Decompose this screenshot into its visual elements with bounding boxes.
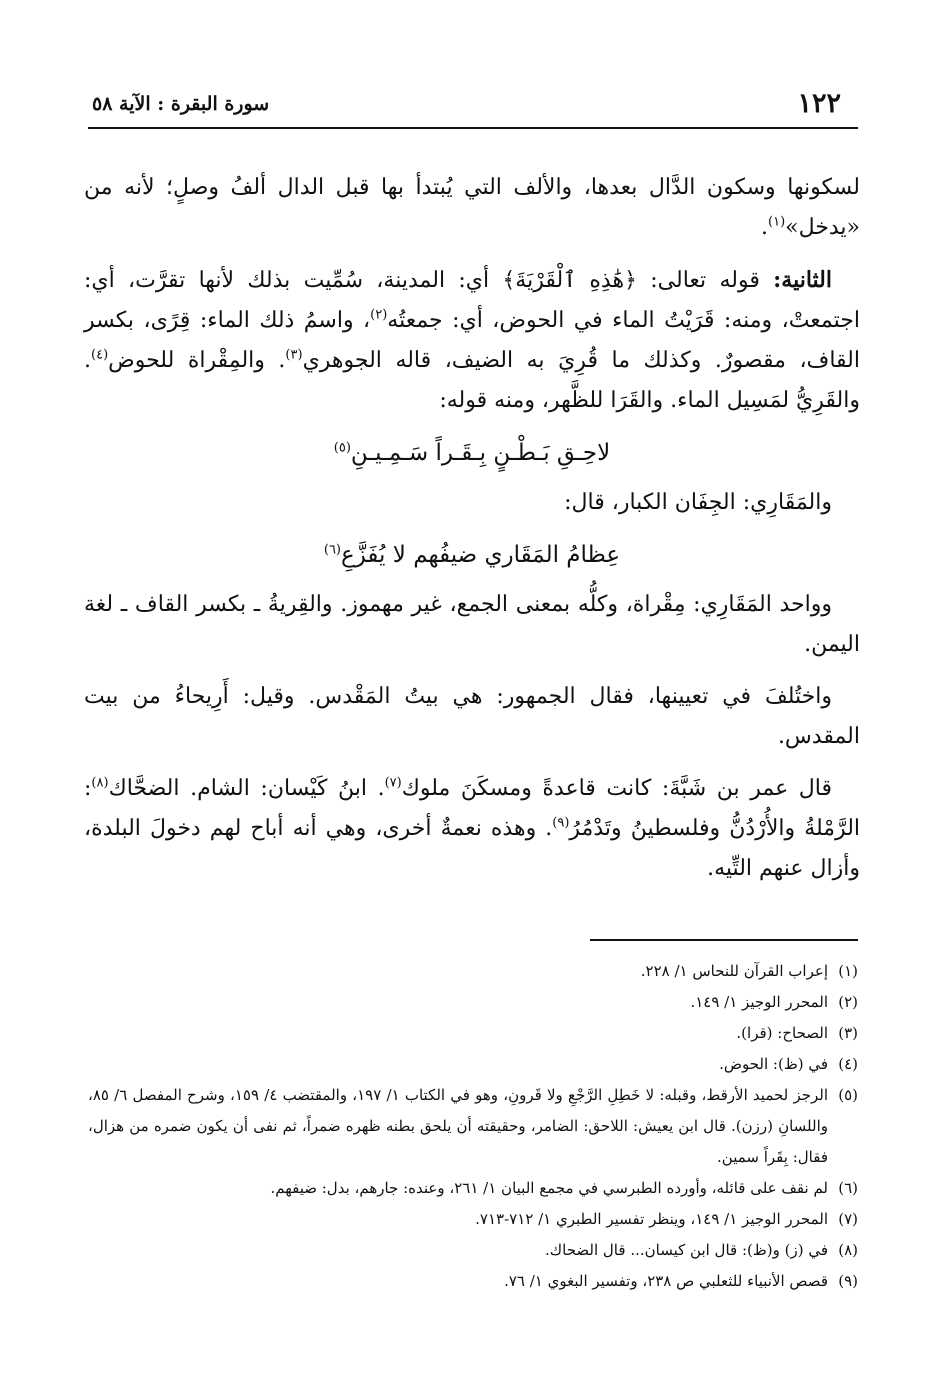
footnote-number: (٢) bbox=[838, 993, 858, 1011]
paragraph-2-text-c: . والمِقْراة للحوض bbox=[108, 348, 286, 373]
paragraph-2-lead: الثانية: bbox=[773, 267, 832, 293]
footnote-5 bbox=[88, 1080, 858, 1173]
paragraph-6 bbox=[84, 769, 860, 889]
paragraph-3: والمَقَارِي: الجِفَان الكبار، قال: bbox=[564, 490, 832, 515]
footnote-4 bbox=[88, 1049, 858, 1080]
page-number: ١٢٢ bbox=[797, 88, 841, 119]
paragraph-2-text-b: ، واسمُ ذلك الماء: قِرًى، بكسر القاف، مقصورٌ. وكذلك ما قُرِيَ به الضيف، قاله الجوهري bbox=[84, 308, 860, 373]
footnote-separator bbox=[590, 939, 858, 941]
footnote-number: (٧) bbox=[838, 1210, 858, 1228]
footnote-text: إعراب القرآن للنحاس ١/ ٢٢٨. bbox=[640, 962, 828, 980]
footnote-ref-7: (٧) bbox=[384, 775, 402, 791]
footnote-ref-2: (٢) bbox=[370, 307, 388, 323]
footnote-number: (٣) bbox=[838, 1024, 858, 1042]
footnote-text: في (ز) و(ظ): قال ابن كيسان... قال الضحاك. bbox=[545, 1241, 828, 1259]
footnote-text: المحرر الوجيز ١/ ١٤٩، وينظر تفسير الطبري ١/ ٧١٢-٧١٣. bbox=[475, 1210, 828, 1228]
footnote-text: في (ظ): الحوض. bbox=[719, 1055, 828, 1073]
footnote-ref-4: (٤) bbox=[91, 347, 109, 363]
paragraph-2-text-d: . والقَرِيُّ لمَسِيل الماء. والقَرَا للظَّهر، ومنه قوله: bbox=[84, 348, 860, 413]
footnotes bbox=[88, 956, 858, 1297]
footnote-text: الصحاح: (قرا). bbox=[736, 1024, 828, 1042]
header-rule bbox=[88, 127, 858, 129]
paragraph-6-text-c: : الرَّمْلةُ والأُرْدُنُّ وفلسطينُ وتَدْمُرُ bbox=[84, 776, 861, 841]
verse-2-text: عِظامُ المَقَاري ضيفُهم لا يُفَزَّعِ bbox=[341, 542, 621, 568]
footnote-number: (٤) bbox=[838, 1055, 858, 1073]
paragraph-6-text-a: قال عمر بن شَبَّةَ: كانت قاعدةً ومسكَنَ ملوك bbox=[401, 776, 832, 801]
paragraph-6-text-b: . ابنُ كَيْسان: الشام. الضحَّاك bbox=[108, 776, 385, 801]
footnote-2 bbox=[88, 987, 858, 1018]
paragraph-1-end: . bbox=[761, 215, 768, 240]
paragraph-1 bbox=[84, 168, 860, 248]
paragraph-2 bbox=[84, 260, 860, 421]
footnote-ref-6: (٦) bbox=[323, 542, 341, 558]
verse-1-text: لاحِـقِ بَـطْـنٍ بِـقَـراً سَـمِـيـنِ bbox=[350, 440, 611, 466]
footnote-9 bbox=[88, 1266, 858, 1297]
footnote-text: قصص الأنبياء للثعلبي ص ٢٣٨، وتفسير البغوي ١/ ٧٦. bbox=[504, 1272, 828, 1290]
footnote-text: الرجز لحميد الأرقط، وقبله: لا خَطِلِ الرَّجْعِ ولا قَرونِ، وهو في الكتاب ١/ ١٩٧، والمقتضب ٤/ ١٥٩، وشرح المفصل ٦/ ٨٥، واللسانِ (رزن). قال ابن يعيش: اللاحق: الضامر، وحقيقته أن يلحق بطنه ظهره ضمراً، ثم نفى أن يكون ضمره من هزال، فقال: بِقَراً سمين. bbox=[88, 1086, 829, 1166]
footnote-ref-5: (٥) bbox=[333, 440, 351, 456]
paragraph-4: وواحد المَقَارِي: مِقْراة، وكلُّه بمعنى الجمع، غير مهموز. والقِريةُ ـ بكسر القاف ـ لغة اليمن. bbox=[84, 592, 860, 657]
footnote-8 bbox=[88, 1235, 858, 1266]
verse-1 bbox=[84, 433, 860, 473]
footnote-number: (٥) bbox=[838, 1086, 858, 1104]
footnote-ref-9: (٩) bbox=[552, 815, 570, 831]
footnote-3 bbox=[88, 1018, 858, 1049]
running-header-title: سورة البقرة : الآية ٥٨ bbox=[92, 93, 270, 115]
footnote-text: المحرر الوجيز ١/ ١٤٩. bbox=[690, 993, 828, 1011]
footnote-text: لم نقف على قائله، وأورده الطبرسي في مجمع البيان ١/ ٢٦١، وعنده: جارهم، بدل: ضيفهم. bbox=[270, 1179, 828, 1197]
footnote-number: (١) bbox=[838, 962, 858, 980]
footnote-6 bbox=[88, 1173, 858, 1204]
footnote-number: (٩) bbox=[838, 1272, 858, 1290]
footnote-ref-1: (١) bbox=[768, 214, 786, 230]
footnote-ref-8: (٨) bbox=[91, 775, 109, 791]
paragraph-6-text-d: . وهذه نعمةٌ أخرى، وهي أنه أباح لهم دخولَ البلدة، وأزال عنهم التِّيه. bbox=[84, 816, 860, 881]
footnote-1 bbox=[88, 956, 858, 987]
footnote-7 bbox=[88, 1204, 858, 1235]
footnote-number: (٦) bbox=[838, 1179, 858, 1197]
footnote-ref-3: (٣) bbox=[285, 347, 303, 363]
paragraph-1-text: لسكونها وسكون الدَّال بعدها، والألف التي يُبتدأ بها قبل الدال ألفُ وصلٍ؛ لأنه من «يدخل» bbox=[84, 175, 860, 240]
footnote-number: (٨) bbox=[838, 1241, 858, 1259]
main-text bbox=[84, 168, 860, 901]
verse-2 bbox=[84, 535, 860, 575]
paragraph-2-text-a: قوله تعالى: ﴿هَٰذِهِ ٱلْقَرْيَةَ﴾ أي: المدينة، سُمِّيت بذلك لأنها تقرَّت، أي: اجتمعتْ، ومنه: قَرَيْتُ الماء في الحوض، أي: جمعتُه bbox=[84, 268, 860, 333]
paragraph-5: واختُلفَ في تعيينها، فقال الجمهور: هي بيتُ المَقْدس. وقيل: أَرِيحاءُ من بيت المقدس. bbox=[84, 684, 860, 749]
